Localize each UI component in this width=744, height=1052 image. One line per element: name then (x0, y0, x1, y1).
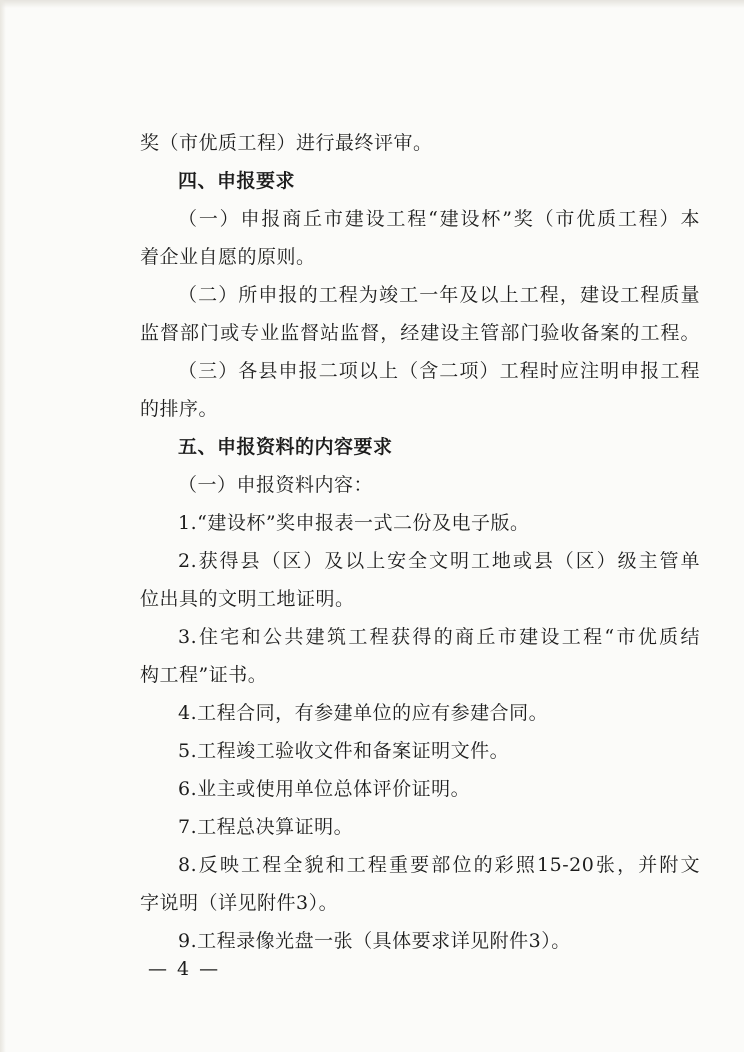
paragraph-line: （三）各县申报二项以上（含二项）工程时应注明申报工程 (178, 360, 700, 382)
list-item: 6.业主或使用单位总体评价证明。 (178, 778, 471, 800)
list-item: 5.工程竣工验收文件和备案证明文件。 (178, 740, 510, 762)
section-heading-requirements: 四、申报要求 (178, 170, 296, 192)
paragraph-line: 着企业自愿的原则。 (140, 246, 316, 268)
section-heading-materials: 五、申报资料的内容要求 (178, 436, 393, 458)
page-number: — 4 — (148, 958, 221, 980)
paragraph-line: （一）申报商丘市建设工程“建设杯”奖（市优质工程）本 (178, 208, 700, 230)
paragraph-line: （一）申报资料内容： (178, 474, 374, 496)
scan-top-edge (0, 0, 744, 8)
scan-left-edge (0, 0, 6, 1052)
paragraph-line: 监督部门或专业监督站监督，经建设主管部门验收备案的工程。 (140, 322, 700, 344)
paragraph-line: 奖（市优质工程）进行最终评审。 (140, 132, 433, 154)
document-body (140, 124, 700, 960)
list-item: 8.反映工程全貌和工程重要部位的彩照15-20张，并附文 (178, 854, 700, 876)
list-item: 3.住宅和公共建筑工程获得的商丘市建设工程“市优质结 (178, 626, 700, 648)
list-item: 4.工程合同，有参建单位的应有参建合同。 (178, 702, 549, 724)
list-item-continuation: 构工程”证书。 (140, 664, 268, 686)
list-item: 2.获得县（区）及以上安全文明工地或县（区）级主管单 (178, 550, 700, 572)
list-item-continuation: 位出具的文明工地证明。 (140, 588, 355, 610)
paragraph-line: 的排序。 (140, 398, 219, 420)
list-item: 7.工程总决算证明。 (178, 816, 354, 838)
list-item: 1.“建设杯”奖申报表一式二份及电子版。 (178, 512, 530, 534)
paragraph-line: （二）所申报的工程为竣工一年及以上工程，建设工程质量 (178, 284, 700, 306)
list-item-continuation: 字说明（详见附件3）。 (140, 892, 339, 914)
list-item: 9.工程录像光盘一张（具体要求详见附件3）。 (178, 930, 571, 952)
